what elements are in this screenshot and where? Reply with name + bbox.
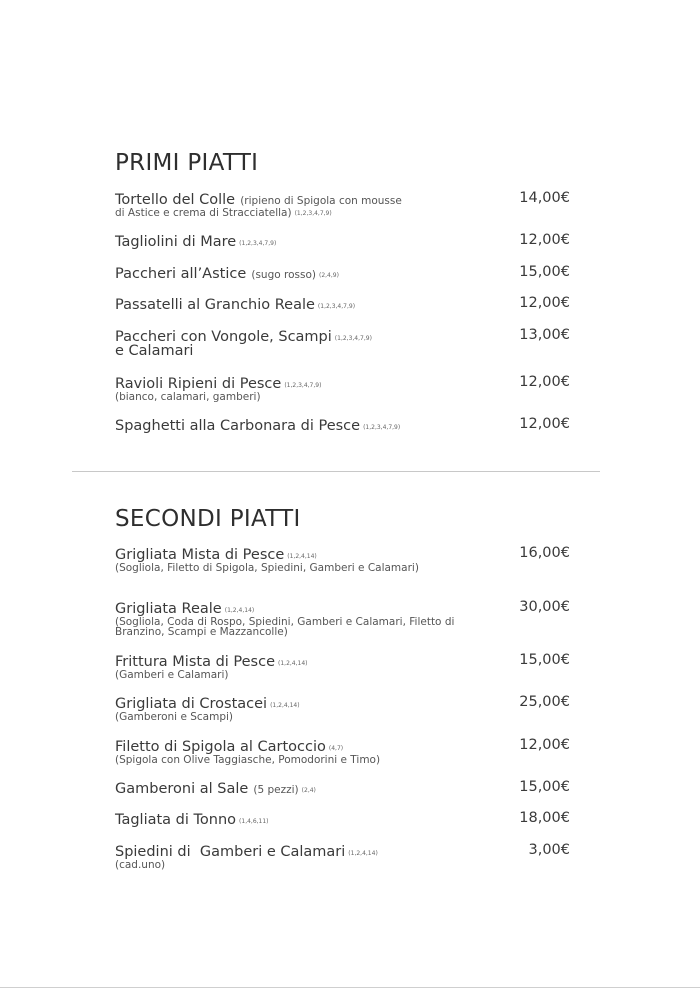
menu-item — [115, 547, 570, 573]
dish-note: (ripieno di Spigola con mousse — [240, 195, 402, 207]
dish-name: Passatelli al Granchio Reale — [115, 297, 315, 313]
menu-item — [115, 812, 570, 828]
dish-description: (Sogliola, Coda di Rospo, Spiedini, Gamberi e Calamari, Filetto di Branzino, Scampi e Mazzancolle) — [115, 616, 455, 638]
dish-price: 15,00€ — [519, 264, 570, 280]
dish-price: 12,00€ — [519, 737, 570, 753]
allergens: (1,2,3,4,7,9) — [284, 382, 322, 389]
dish-name: Frittura Mista di Pesce — [115, 654, 276, 670]
dish-price: 15,00€ — [519, 779, 570, 795]
menu-item — [115, 844, 570, 870]
dish-price: 12,00€ — [519, 295, 570, 311]
dish-name: Paccheri con Vongole, Scampi — [115, 329, 332, 345]
dish-name: Filetto di Spigola al Cartoccio — [115, 739, 326, 755]
dish-price: 30,00€ — [519, 599, 570, 615]
dish-price: 16,00€ — [519, 545, 570, 561]
menu-item — [115, 192, 570, 219]
dish-name: Spiedini di Gamberi e Calamari — [115, 844, 346, 860]
menu-item — [115, 696, 570, 722]
dish-name: Grigliata Mista di Pesce — [115, 547, 285, 563]
section-divider — [72, 471, 600, 472]
menu-item — [115, 781, 570, 797]
menu-item — [115, 234, 570, 250]
allergens: (1,2,4,14) — [270, 702, 300, 709]
menu-item — [115, 297, 570, 313]
section-title-primi: PRIMI PIATTI — [115, 150, 259, 176]
dish-price: 18,00€ — [519, 810, 570, 826]
dish-description: (Gamberoni e Scampi) — [115, 711, 234, 723]
dish-name: Spaghetti alla Carbonara di Pesce — [115, 418, 361, 434]
allergens: (4,7) — [328, 745, 344, 752]
dish-price: 12,00€ — [519, 232, 570, 248]
allergens: (1,2,4,14) — [348, 850, 378, 857]
allergens: (1,2,3,4,7,9) — [239, 240, 277, 247]
dish-price: 3,00€ — [528, 842, 570, 858]
allergens: (1,2,3,4,7,9) — [294, 210, 332, 217]
allergens: (1,2,3,4,7,9) — [317, 303, 356, 310]
dish-price: 12,00€ — [519, 374, 570, 390]
dish-description: (Spigola con Olive Taggiasche, Pomodorini e Timo) — [115, 754, 381, 766]
dish-name: Tagliata di Tonno — [115, 812, 237, 828]
dish-name: Grigliata Reale — [115, 601, 222, 617]
dish-description: (cad.uno) — [115, 859, 166, 871]
dish-price: 15,00€ — [519, 652, 570, 668]
allergens: (1,2,4,14) — [278, 660, 308, 667]
allergens: (2,4) — [301, 787, 316, 794]
dish-name: Grigliata di Crostacei — [115, 696, 268, 712]
allergens: (2,4,9) — [318, 272, 339, 279]
allergens: (1,2,4,14) — [287, 553, 317, 560]
dish-price: 14,00€ — [519, 190, 570, 206]
dish-name: Ravioli Ripieni di Pesce — [115, 376, 282, 392]
allergens: (1,2,3,4,7,9) — [334, 335, 372, 342]
dish-price: 25,00€ — [519, 694, 570, 710]
section-title-secondi: SECONDI PIATTI — [115, 506, 301, 532]
allergens: (1,2,4,14) — [224, 607, 255, 614]
dish-note: (sugo rosso) — [251, 269, 316, 281]
dish-description: (Sogliola, Filetto di Spigola, Spiedini, Gamberi e Calamari) — [115, 562, 419, 574]
menu-item — [115, 654, 570, 680]
dish-description: (bianco, calamari, gamberi) — [115, 391, 261, 403]
dish-name: Gamberoni al Sale — [115, 781, 249, 797]
menu-item — [115, 418, 570, 434]
dish-name: Tortello del Colle — [115, 192, 236, 208]
dish-name-line2: e Calamari — [115, 343, 194, 359]
dish-name: Tagliolini di Mare — [115, 234, 237, 250]
menu-item — [115, 376, 570, 402]
dish-description: (Gamberi e Calamari) — [115, 669, 229, 681]
dish-price: 13,00€ — [519, 327, 570, 343]
menu-item — [115, 266, 570, 282]
dish-price: 12,00€ — [519, 416, 570, 432]
menu-item — [115, 739, 570, 765]
dish-description: di Astice e crema di Stracciatella) (1,2,3,4,7,9) — [115, 207, 332, 219]
dish-note: (5 pezzi) — [253, 784, 299, 796]
dish-name: Paccheri all’Astice — [115, 266, 247, 282]
allergens: (1,2,3,4,7,9) — [363, 424, 401, 431]
menu-item — [115, 601, 570, 637]
allergens: (1,4,6,11) — [239, 818, 269, 825]
menu-item — [115, 329, 570, 358]
